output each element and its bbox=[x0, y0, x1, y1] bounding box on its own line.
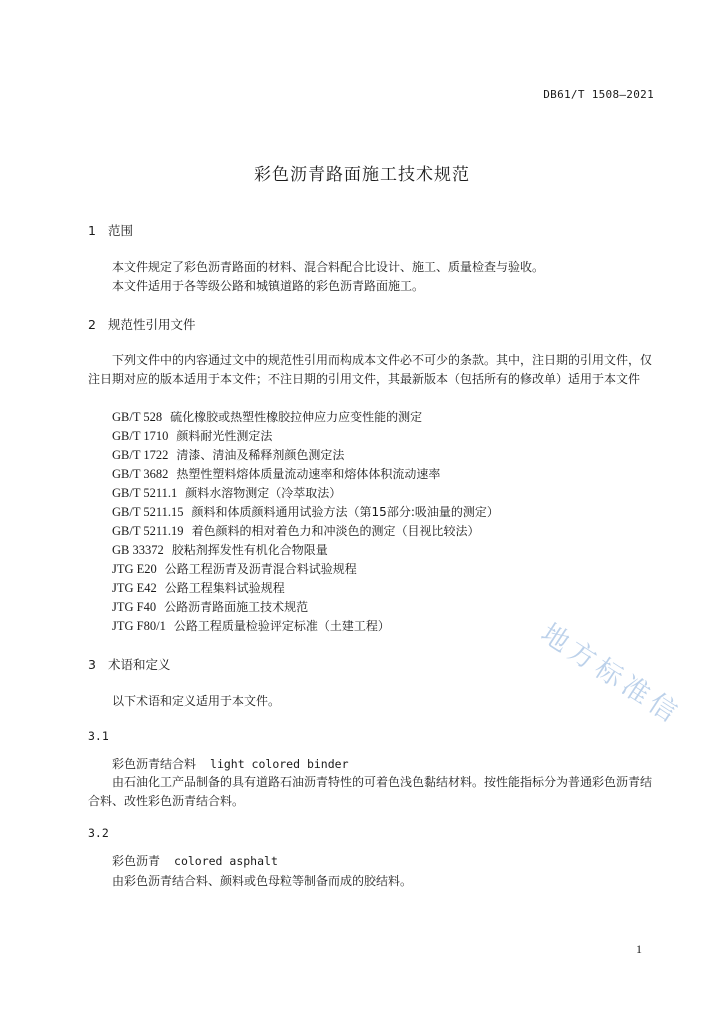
reference-title: 清漆、清油及稀释剂颜色测定法 bbox=[176, 448, 345, 462]
section-1-paragraph-2: 本文件适用于各等级公路和城镇道路的彩色沥青路面施工。 bbox=[112, 279, 425, 293]
reference-item bbox=[112, 522, 480, 539]
reference-title: 颜料耐光性测定法 bbox=[176, 429, 273, 443]
reference-title: 胶粘剂挥发性有机化合物限量 bbox=[171, 543, 328, 557]
term-english: light colored binder bbox=[210, 757, 349, 771]
reference-item bbox=[112, 465, 440, 482]
section-1-heading bbox=[88, 221, 133, 239]
reference-code: JTG E42 bbox=[112, 581, 157, 595]
reference-code: JTG F80/1 bbox=[112, 619, 166, 633]
term-heading bbox=[112, 755, 349, 772]
watermark: 地方标准信 bbox=[535, 617, 687, 732]
reference-code: GB/T 5211.15 bbox=[112, 505, 184, 519]
reference-item bbox=[112, 579, 285, 596]
section-1-number: 1 bbox=[88, 223, 96, 238]
term-chinese: 彩色沥青 bbox=[112, 854, 161, 868]
term-number: 3.1 bbox=[88, 729, 109, 743]
reference-title: 颜料水溶物测定（冷萃取法） bbox=[185, 486, 342, 500]
term-definition: 由彩色沥青结合料、颜料或色母粒等制备而成的胶结料。 bbox=[112, 874, 413, 888]
reference-title: 公路工程集料试验规程 bbox=[164, 581, 285, 595]
reference-code: GB/T 528 bbox=[112, 410, 163, 424]
term-definition: 由石油化工产品制备的具有道路石油沥青特性的可着色浅色黏结材料。按性能指标分为普通彩色沥青结合料、改性彩色沥青结合料。 bbox=[88, 775, 653, 808]
reference-title: 公路工程沥青及沥青混合料试验规程 bbox=[164, 562, 357, 576]
reference-item bbox=[112, 408, 422, 425]
term-english: colored asphalt bbox=[174, 854, 278, 868]
reference-code: GB/T 1722 bbox=[112, 448, 169, 462]
section-1-title: 范围 bbox=[108, 223, 134, 238]
reference-item bbox=[112, 427, 272, 444]
reference-title: 硫化橡胶或热塑性橡胶拉伸应力应变性能的测定 bbox=[170, 410, 423, 424]
reference-title: 公路工程质量检验评定标准（土建工程） bbox=[173, 619, 390, 633]
term-heading bbox=[112, 852, 278, 869]
reference-item bbox=[112, 503, 499, 520]
section-3-heading bbox=[88, 655, 171, 673]
term-number: 3.2 bbox=[88, 826, 109, 840]
reference-item bbox=[112, 541, 328, 558]
term-chinese: 彩色沥青结合料 bbox=[112, 757, 197, 771]
document-title: 彩色沥青路面施工技术规范 bbox=[254, 165, 470, 185]
reference-code: JTG E20 bbox=[112, 562, 157, 576]
reference-item bbox=[112, 484, 341, 501]
reference-code: GB/T 1710 bbox=[112, 429, 169, 443]
reference-item bbox=[112, 598, 308, 615]
section-3-intro: 以下术语和定义适用于本文件。 bbox=[112, 694, 281, 708]
page-number: 1 bbox=[636, 942, 642, 956]
section-1-paragraph-1: 本文件规定了彩色沥青路面的材料、混合料配合比设计、施工、质量检查与验收。 bbox=[112, 260, 545, 274]
reference-code: GB/T 3682 bbox=[112, 467, 169, 481]
reference-code: GB 33372 bbox=[112, 543, 164, 557]
reference-item bbox=[112, 560, 357, 577]
reference-code: GB/T 5211.19 bbox=[112, 524, 184, 538]
reference-title: 热塑性塑料熔体质量流动速率和熔体体积流动速率 bbox=[176, 467, 441, 481]
reference-title: 公路沥青路面施工技术规范 bbox=[164, 600, 309, 614]
section-2-title: 规范性引用文件 bbox=[108, 317, 196, 332]
section-2-heading bbox=[88, 315, 196, 333]
reference-code: GB/T 5211.1 bbox=[112, 486, 178, 500]
section-3-title: 术语和定义 bbox=[108, 657, 171, 672]
reference-item bbox=[112, 617, 390, 634]
section-2-number: 2 bbox=[88, 317, 96, 332]
reference-item bbox=[112, 446, 344, 463]
document-code: DB61/T 1508—2021 bbox=[543, 88, 654, 101]
reference-title: 着色颜料的相对着色力和冲淡色的测定（目视比较法） bbox=[191, 524, 480, 538]
section-2-intro: 下列文件中的内容通过文中的规范性引用而构成本文件必不可少的条款。其中，注日期的引用文件，仅注日期对应的版本适用于本文件；不注日期的引用文件，其最新版本（包括所有的修改单）适用于本文件 bbox=[88, 353, 653, 386]
section-3-number: 3 bbox=[88, 657, 96, 672]
reference-title: 颜料和体质颜料通用试验方法（第15部分:吸油量的测定） bbox=[191, 505, 499, 519]
reference-code: JTG F40 bbox=[112, 600, 157, 614]
